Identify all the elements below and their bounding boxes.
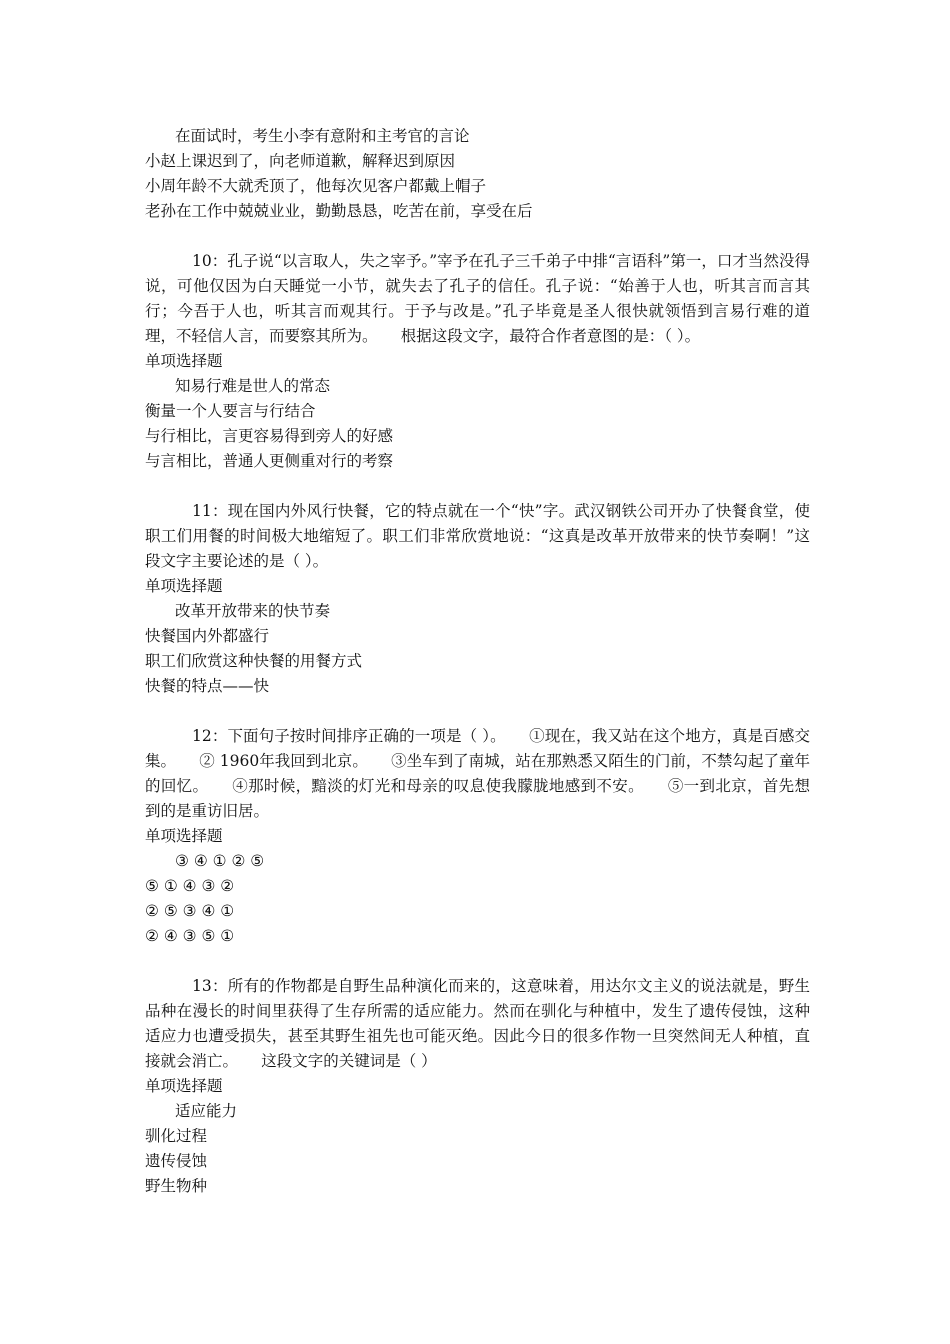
question-type: 单项选择题 [145,1077,223,1095]
option-a[interactable]: ③ ④ ① ② ⑤ [175,852,265,870]
option-c[interactable]: ② ⑤ ③ ④ ① [145,902,235,920]
option-b[interactable]: 小赵上课迟到了，向老师道歉，解释迟到原因 [145,152,456,170]
option-a[interactable]: 适应能力 [175,1102,238,1120]
option-b[interactable]: 快餐国内外都盛行 [145,627,270,645]
question-type: 单项选择题 [145,827,223,845]
question-type: 单项选择题 [145,577,223,595]
option-c[interactable]: 小周年龄不大就秃顶了，他每次见客户都戴上帽子 [145,177,487,195]
spacer [145,224,810,249]
question-stem: 11：现在国内外风行快餐，它的特点就在一个“快”字。武汉钢铁公司开办了快餐食堂，使职工们用餐的时间极大地缩短了。职工们非常欣赏地说：“这真是改革开放带来的快节奏啊！”这段文字主要论述的是（ ）。 [145,502,810,570]
question-stem: 13：所有的作物都是自野生品种演化而来的，这意味着，用达尔文主义的说法就是，野生品种在漫长的时间里获得了生存所需的适应能力。然而在驯化与种植中，发生了遗传侵蚀，这种适应力也遭受损失，甚至其野生祖先也可能灭绝。因此今日的很多作物一旦突然间无人种植，直接就会消亡。 这段文字的关键词是（ ） [145,977,810,1070]
option-d[interactable]: 与言相比，普通人更侧重对行的考察 [145,452,394,470]
spacer [145,699,810,724]
question-stem: 12：下面句子按时间排序正确的一项是（ ）。 ①现在，我又站在这个地方，真是百感交集。 ② 1960年我回到北京。 ③坐车到了南城，站在那熟悉又陌生的门前，不禁勾起了童年的回忆。 ④那时候，黯淡的灯光和母亲的叹息使我朦胧地感到不安。 ⑤一到北京，首先想到的是重访旧居。 [145,727,810,820]
option-a[interactable]: 改革开放带来的快节奏 [175,602,331,620]
option-d[interactable]: ② ④ ③ ⑤ ① [145,927,235,945]
option-b[interactable]: 驯化过程 [145,1127,208,1145]
option-d[interactable]: 老孙在工作中兢兢业业，勤勤恳恳，吃苦在前，享受在后 [145,202,533,220]
question-type: 单项选择题 [145,352,223,370]
option-c[interactable]: 与行相比，言更容易得到旁人的好感 [145,427,394,445]
document-page [145,124,810,1199]
question-11 [145,499,810,699]
question-12 [145,724,810,949]
question-10 [145,249,810,474]
spacer [145,949,810,974]
option-a[interactable]: 在面试时，考生小李有意附和主考官的言论 [175,127,470,145]
question-stem: 10：孔子说“以言取人，失之宰予。”宰予在孔子三千弟子中排“言语科”第一，口才当然没得说，可他仅因为白天睡觉一小节，就失去了孔子的信任。孔子说：“始善于人也，听其言而言其行；今吾于人也，听其言而观其行。于予与改是。”孔子毕竟是圣人很快就领悟到言易行难的道理，不轻信人言，而要察其所为。 根据这段文字，最符合作者意图的是：（ ）。 [145,252,810,345]
option-a[interactable]: 知易行难是世人的常态 [175,377,331,395]
question-13 [145,974,810,1199]
option-c[interactable]: 遗传侵蚀 [145,1152,208,1170]
option-c[interactable]: 职工们欣赏这种快餐的用餐方式 [145,652,363,670]
option-b[interactable]: ⑤ ① ④ ③ ② [145,877,235,895]
previous-question-options [145,124,810,224]
option-d[interactable]: 快餐的特点——快 [145,677,270,695]
option-b[interactable]: 衡量一个人要言与行结合 [145,402,316,420]
spacer [145,474,810,499]
option-d[interactable]: 野生物种 [145,1177,208,1195]
